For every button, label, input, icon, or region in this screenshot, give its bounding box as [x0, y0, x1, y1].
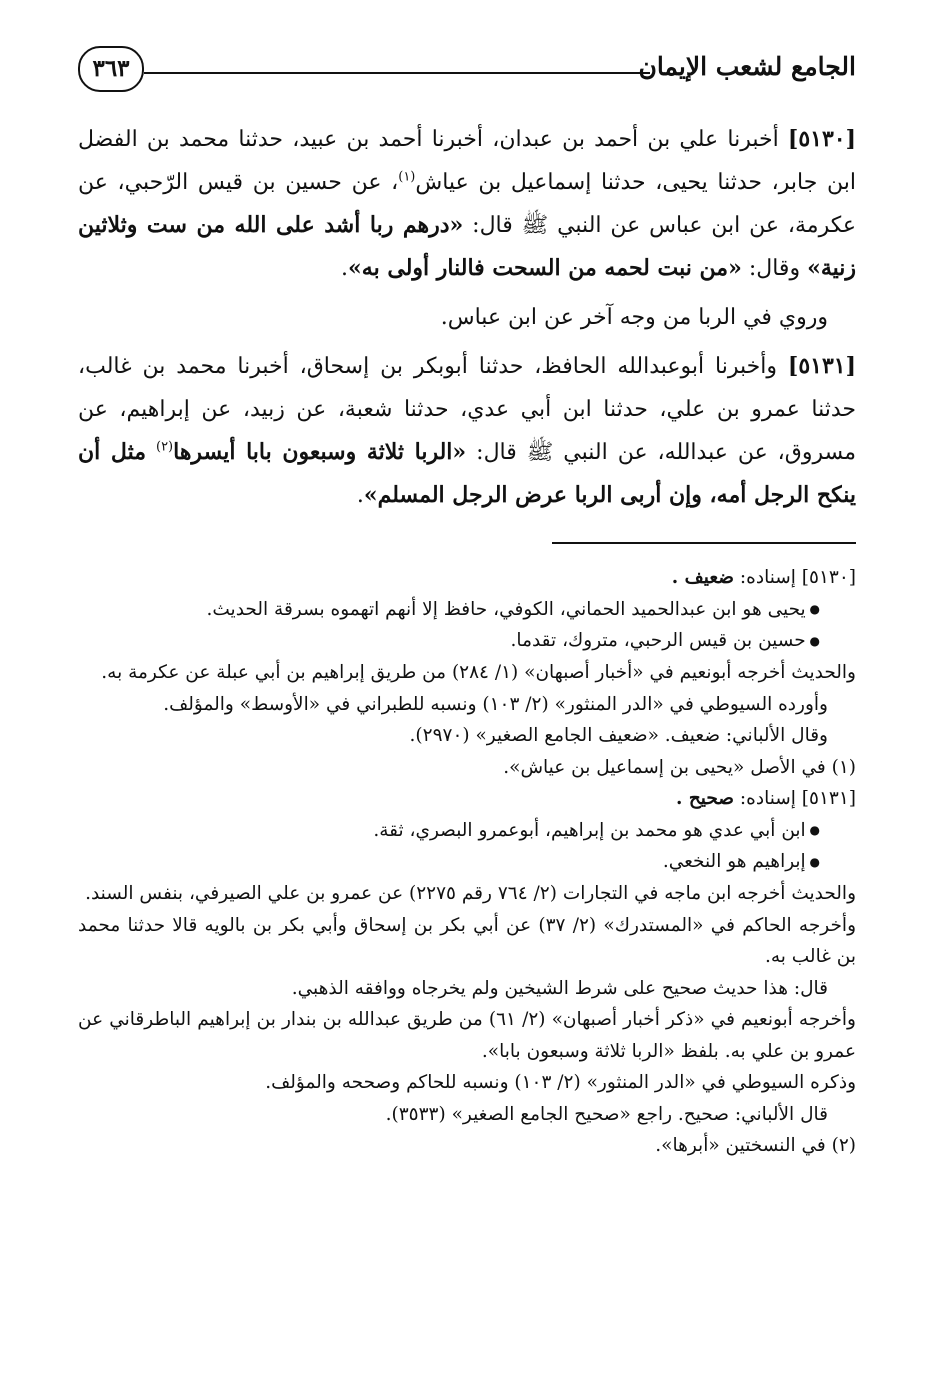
connector-text: وقال:	[748, 256, 808, 281]
isnad-text-continued: ، عن حسين بن قيس الرّحبي، عن عكرمة، عن ابن عباس عن النبي ﷺ قال:	[78, 170, 856, 238]
footnote-marker: (٢)	[155, 439, 174, 455]
hadith-number: [٥١٣٠]	[787, 126, 856, 152]
hadith-5131	[78, 345, 856, 517]
matn-quote: مثل أن ينكح الرجل أمه، وإن أربى الربا عرض الرجل المسلم»	[78, 439, 856, 508]
note-heading-5130	[78, 562, 856, 594]
note-bullet: ● ابن أبي عدي هو محمد بن إبراهيم، أبوعمرو البصري، ثقة.	[78, 815, 856, 847]
grading: صحيح .	[675, 788, 735, 809]
page-header	[78, 44, 856, 100]
footnote-marker: (١)	[398, 169, 416, 185]
note-paragraph: وأورده السيوطي في «الدر المنثور» (٢/ ١٠٣) ونسبه للطبراني في «الأوسط» والمؤلف.	[163, 693, 828, 715]
note-bullet: ● إبراهيم هو النخعي.	[78, 846, 856, 878]
matn-quote: «من نبت لحمه من السحت فالنار أولى به»	[348, 255, 742, 281]
footnote-2: (٢) في النسختين «أبرها».	[655, 1135, 856, 1156]
note-paragraph: قال: هذا حديث صحيح على شرط الشيخين ولم يخرجاه ووافقه الذهبي.	[291, 977, 828, 999]
note-label: [٥١٣٠] إسناده:	[739, 567, 856, 588]
note-paragraph: قال الألباني: صحيح. راجع «صحيح الجامع الصغير» (٣٥٣٣).	[385, 1103, 828, 1125]
main-text	[78, 118, 856, 523]
matn-quote: «الربا ثلاثة وسبعون بابا أيسرها	[173, 439, 467, 465]
note-bullet: ● حسين بن قيس الرحبي، متروك، تقدما.	[78, 625, 856, 657]
isnad-text: أخبرنا علي بن أحمد بن عبدان، أخبرنا أحمد بن عبيد، حدثنا محمد بن الفضل ابن جابر، حدثنا يحيى، حدثنا إسماعيل بن عياش	[78, 127, 856, 195]
grading: ضعيف .	[671, 567, 735, 588]
hadith-number: [٥١٣١]	[787, 353, 856, 379]
end-mark: .	[356, 483, 364, 508]
note-paragraph: وأخرجه أبونعيم في «ذكر أخبار أصبهان» (٢/ ٦١) من طريق عبدالله بن بندار بن إبراهيم الباطرقاني عن عمرو بن علي به. بلفظ «الربا ثلاثة وسبعون بابا».	[78, 1009, 856, 1062]
footnote-1: (١) في الأصل «يحيى بن إسماعيل بن عياش».	[503, 756, 856, 778]
note-paragraph: وذكره السيوطي في «الدر المنثور» (٢/ ١٠٣) ونسبه للحاكم وصححه والمؤلف.	[265, 1072, 856, 1093]
note-bullet: ● يحيى هو ابن عبدالحميد الحماني، الكوفي، حافظ إلا أنهم اتهموه بسرقة الحديث.	[78, 594, 856, 626]
note-paragraph: والحديث أخرجه ابن ماجه في التجارات (٢/ ٧٦٤ رقم ٢٢٧٥) عن عمرو بن علي الصيرفي، بنفس السند.	[85, 883, 856, 904]
hadith-5130	[78, 118, 856, 290]
riwaya-note: وروي في الربا من وجه آخر عن ابن عباس.	[440, 305, 828, 330]
footnotes	[78, 562, 856, 1162]
matn-quote: «درهم ربا أشد على الله من ست وثلاثين زنية»	[78, 212, 856, 281]
note-paragraph: وقال الألباني: ضعيف. «ضعيف الجامع الصغير» (٢٩٧٠).	[409, 725, 828, 746]
running-title: الجامع لشعب الإيمان	[638, 52, 856, 81]
footnote-separator	[552, 542, 856, 544]
header-rule	[144, 72, 650, 74]
note-paragraph: وأخرجه الحاكم في «المستدرك» (٢/ ٣٧) عن أبي بكر بن إسحاق وأبي بكر بن بالويه قالا حدثنا محمد بن غالب به.	[78, 914, 857, 967]
page-number: ٣٦٣	[78, 46, 144, 92]
note-heading-5131	[78, 783, 856, 815]
end-mark: .	[341, 256, 349, 281]
note-paragraph: والحديث أخرجه أبونعيم في «أخبار أصبهان» (١/ ٢٨٤) من طريق إبراهيم بن أبي عبلة عن عكرمة به.	[101, 662, 856, 683]
isnad-text: وأخبرنا أبوعبدالله الحافظ، حدثنا أبوبكر بن إسحاق، أخبرنا محمد بن غالب، حدثنا عمرو بن علي، حدثنا ابن أبي عدي، حدثنا شعبة، عن زبيد، عن إبراهيم، عن مسروق، عن عبدالله، عن النبي ﷺ قال:	[78, 354, 857, 465]
note-label: [٥١٣١] إسناده:	[739, 788, 856, 809]
